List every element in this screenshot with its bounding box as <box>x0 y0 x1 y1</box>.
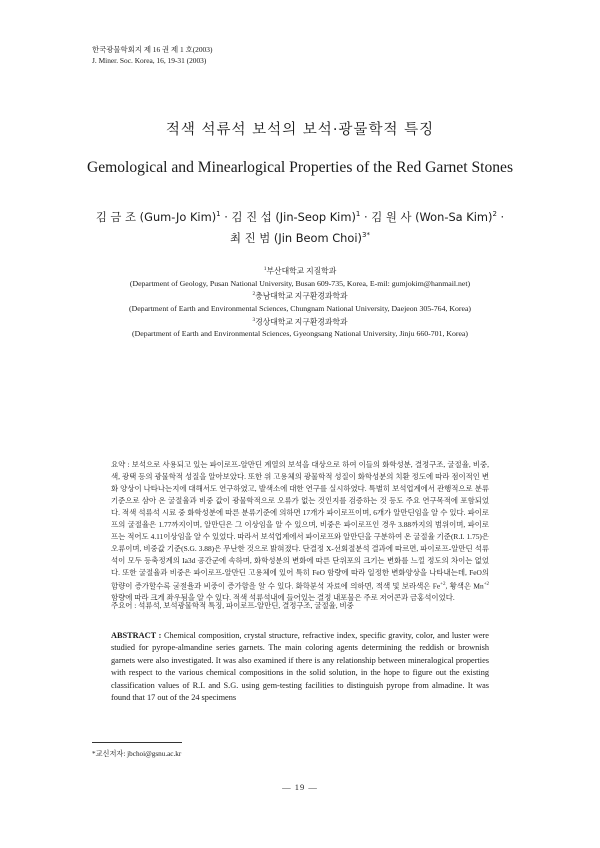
author-separator: · <box>496 209 505 224</box>
keywords <box>111 600 489 611</box>
title-korean: 적색 석류석 보석의 보석·광물학적 특징 <box>165 122 435 138</box>
author-name: 최 진 범 (Jin Beom Choi) <box>230 230 362 245</box>
abstract-korean: 요약 : 보석으로 사용되고 있는 파이로프-알만딘 계열의 보석을 대상으로 하여 이들의 화학성분, 결정구조, 굴절율, 비중, 색, 광택 등의 광물학적 성질을 알아보았다. 또한 위 고용체의 광물학적 성질이 화학성분의 치환 정도에 따라 점이적인 변화 양상이 나타나는지에 대해서도 연구하였고, 발색소에 대한 연구를 실시하였다. 특별히 보석업계에서 관행적으로 분류 기준으로 삼아 온 굴절율과 비중 값이 광물학적으로 오류가 없는 것인지를 검증하는 것 등도 주요 연구목적에 포함되었다. 적색 석류석 시료 중 화학성분에 따른 분류기준에 의하면 17개가 파이로프이며, 6개가 알만딘임을 알 수 있다. 파이로프의 굴절율은 1.77까지이며, 알만딘은 그 이상임을 알 수 있으며, 비중은 파이로프인 경우 3.88까지의 범위이며, 파이로프는 적어도 4.11이상임을 알 수 있었다. 따라서 보석업계에서 파이로프와 알만딘을 구분하여 온 굴절율 기준(R.I. 1.75)은 오류이며, 비중값 기준(S.G. 3.88)은 무난한 것으로 밝혀졌다. 단결정 X-선회절분석 결과에 따르면, 파이로프-알만딘 석류석이 모두 등축정계의 Ia3d 공간군에 속하며, 화학성분의 변화에 따른 단위포의 크기는 변화를 느낄 정도의 차이는 없었다. 또한 굴절율과 비중은 파이로프-알만딘 고용체에 있어 특히 FeO 함량에 따라 일정한 변화양상을 나타내는데, FeO의 함량이 증가할수록 굴절율과 비중이 증가함을 알 수 있다. 화학분석 자료에 의하면, 적색 및 보라색은 $Fe^{+2}$, 황색은 $Mn^{+2}$ 함량에 따라 크게 좌우됨을 알 수 있다. 적색 석류석내에 들어있는 결정 내포물은 주로 저어콘과 금홍석이었다. <box>111 460 490 603</box>
affiliations <box>60 264 540 340</box>
author-affiliation-mark: 1 <box>216 210 221 218</box>
footnote-corresponding-author: *교신저자: jbchoi@gsnu.ac.kr <box>92 750 182 758</box>
title-english: Gemological and Minearlogical Properties of the Red Garnet Stones <box>86 159 514 176</box>
author-name: 김 진 섭 (Jin-Seop Kim) <box>231 209 356 224</box>
affiliation-ko: $^3$경상대학교 지구환경과학과 <box>252 316 348 327</box>
author-line-2 <box>70 226 530 247</box>
affiliation-mark: 2 <box>252 291 256 298</box>
affiliation-ko: $^2$충남대학교 지구환경과학과 <box>252 291 348 301</box>
keywords-label: 주요어 : <box>111 601 139 610</box>
affiliation-mark: 1 <box>263 266 267 272</box>
author-name: 김 원 사 (Won-Sa Kim) <box>371 209 493 224</box>
abstract-en-text: Chemical composition, crystal structure, refractive index, specific gravity, color, and luster were studied for pyrope-almandine series garnets. The main coloring agents determining the reddish or brownish garnets were also investigated. It was also examined if there is any relationship between mineralogical properties with respect to the various chemical compositions in the solid solution, in the hope to figure out the existing classification values of R.I. and S.G. using gem-testing facilities to distinguish pyrope from almadine. It was found that 17 out of the 24 specimens <box>111 631 489 703</box>
keywords-text: 석류석, 보석광물학적 특징, 파이로프-알만딘, 결정구조, 굴절율, 비중 <box>138 601 354 610</box>
author-separator: · <box>220 209 232 224</box>
journal-name-en: J. Miner. Soc. Korea, 16, 19-31 (2003) <box>92 56 207 65</box>
affiliation-en: (Department of Earth and Environmental Sciences, Gyeongsang National University, Jinju 660-701, Korea) <box>132 329 468 339</box>
author-affiliation-mark: 3* <box>361 230 370 239</box>
author-name: 김 금 조 (Gum-Jo Kim) <box>95 209 217 224</box>
abstract-ko-label: 요약 : <box>111 460 132 469</box>
abstract-ko-text: 보석으로 사용되고 있는 파이로프-알만딘 계열의 보석을 대상으로 하여 이들의 화학성분, 결정구조, 굴절율, 비중, 색, 광택 등의 광물학적 성질을 알아보았다. 또한 위 고용체의 광물학적 성질이 화학성분의 치환 정도에 따라 점이적인 변화 양상이 나타나는지에 대해서도 연구하였고, 발색소에 대한 연구를 실시하였다. 특별히 보석업계에서 관행적으로 분류 기준으로 삼아 온 굴절율과 비중 값이 광물학적으로 오류가 없는 것인지를 검증하는 것 등도 주요 연구목적에 포함되었다. 적색 석류석 시료 중 화학성분에 따른 분류기준에 의하면 17개가 파이로프이며, 6개가 알만딘임을 알 수 있다. 파이로프의 굴절율은 1.77까지이며, 알만딘은 그 이상임을 알 수 있으며, 비중은 파이로프인 경우 3.88까지의 범위이며, 파이로프는 적어도 4.11이상임을 알 수 있었다. 따라서 보석업계에서 파이로프와 알만딘을 구분하여 온 굴절율 기준(R.I. 1.75)은 오류이며, 비중값 기준(S.G. 3.88)은 무난한 것으로 밝혀졌다. 단결정 X-선회절분석 결과에 따르면, 파이로프-알만딘 석류석이 모두 등축정계의 Ia3d 공간군에 속하며, 화학성분의 변화에 따른 단위포의 크기는 변화를 느낄 정도의 차이는 없었다. 또한 굴절율과 비중은 파이로프-알만딘 고용체에 있어 특히 FeO 함량에 따라 일정한 변화양상을 나타내는데, FeO의 함량이 증가할수록 굴절율과 비중이 증가함을 알 수 있다. 화학분석 자료에 의하면, 적색 및 보라색은 Fe <box>111 460 489 591</box>
author-separator: · <box>360 209 372 224</box>
page-number: — 19 — <box>282 782 318 792</box>
author-affiliation-mark: 1 <box>355 210 361 218</box>
journal-name-ko: 한국광물학회지 제 16 권 제 1 호(2003) <box>92 45 213 54</box>
abstract-english <box>111 630 489 704</box>
affiliation-mark: 3 <box>252 316 256 323</box>
author-line-1 <box>70 205 530 226</box>
footnote-divider <box>92 742 182 743</box>
author-list <box>70 205 530 247</box>
affiliation-en: (Department of Earth and Environmental Sciences, Chungnam National University, Daejeon 305-764, Korea) <box>128 303 472 313</box>
abstract-en-label: ABSTRACT : <box>111 631 164 640</box>
affiliation-en: (Department of Geology, Pusan National University, Busan 609-735, Korea, E-mil: gumjokim@hanmail.net) <box>129 278 471 288</box>
journal-header <box>92 44 212 66</box>
author-affiliation-mark: 2 <box>492 210 497 218</box>
affiliation-ko: $^1$부산대학교 지질학과 <box>263 266 337 276</box>
